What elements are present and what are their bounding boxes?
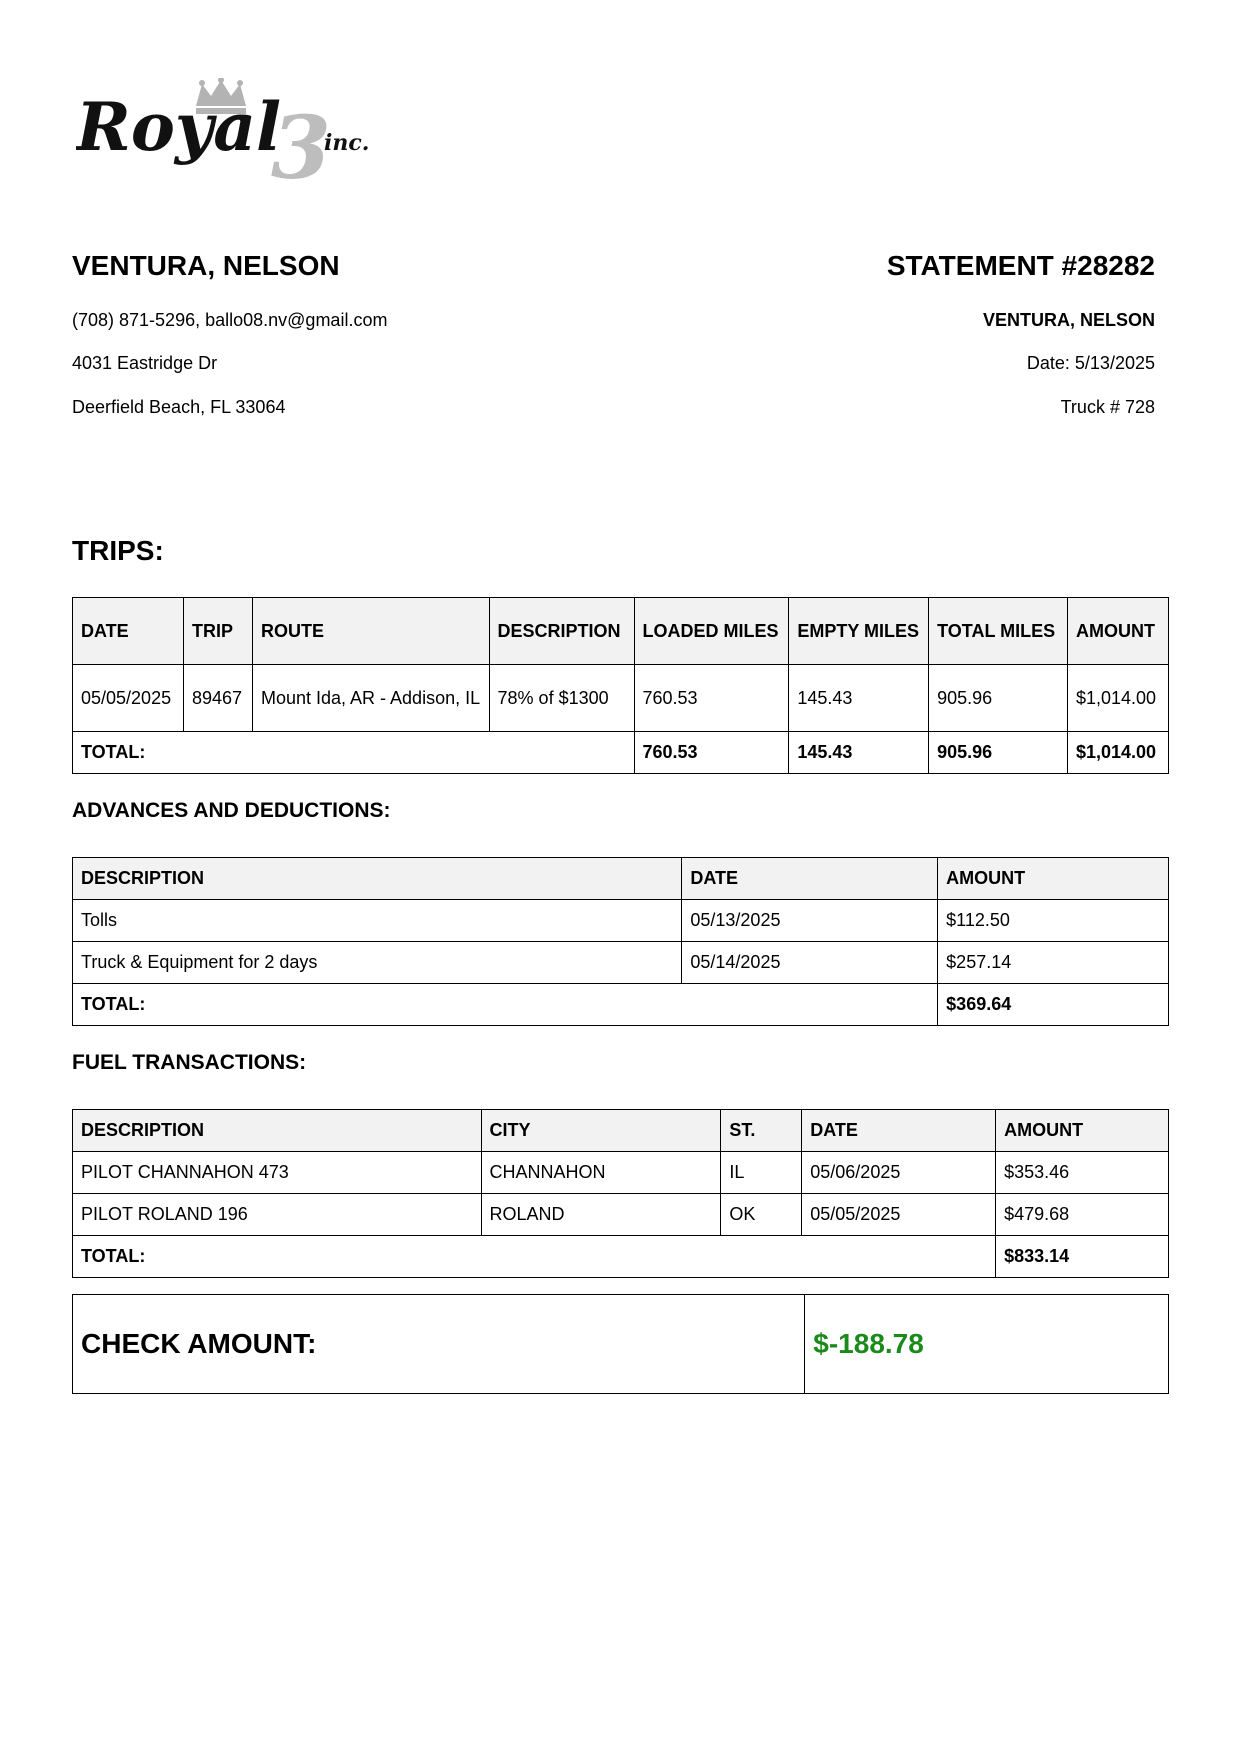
trip-empty-miles: 145.43 [789,665,929,732]
fuel-city: ROLAND [481,1194,721,1236]
deductions-heading: ADVANCES AND DEDUCTIONS: [72,799,391,822]
trips-heading: TRIPS: [72,535,164,566]
deductions-header-amount: AMOUNT [938,858,1169,900]
fuel-header-state: ST. [721,1110,802,1152]
trips-total-row [73,732,1169,774]
trips-header-trip: TRIP [183,598,252,665]
statement-truck: Truck # 728 [1060,397,1155,417]
trip-date: 05/05/2025 [73,665,184,732]
statement-name: VENTURA, NELSON [982,310,1155,330]
logo-suffix: inc. [324,130,370,156]
trip-route: Mount Ida, AR - Addison, IL [252,665,489,732]
trips-table [72,597,1169,774]
check-amount-value: $-188.78 [805,1295,1169,1394]
fuel-amount: $479.68 [996,1194,1169,1236]
fuel-state: IL [721,1152,802,1194]
fuel-header-description: DESCRIPTION [73,1110,482,1152]
trips-total-amount: $1,014.00 [1067,732,1168,774]
fuel-total-row [73,1236,1169,1278]
trip-loaded-miles: 760.53 [634,665,789,732]
table-row [73,900,1169,942]
company-logo [76,78,386,190]
trips-header-description: DESCRIPTION [489,598,634,665]
trips-total-miles: 905.96 [929,732,1068,774]
fuel-description: PILOT ROLAND 196 [73,1194,482,1236]
fuel-total-amount: $833.14 [996,1236,1169,1278]
deductions-total-row [73,984,1169,1026]
trips-total-empty: 145.43 [789,732,929,774]
logo-wordmark: Royal [76,88,282,166]
trips-total-loaded: 760.53 [634,732,789,774]
deductions-total-amount: $369.64 [938,984,1169,1026]
fuel-total-label: TOTAL: [73,1236,996,1278]
trip-number: 89467 [183,665,252,732]
deduction-description: Tolls [73,900,682,942]
trips-header-amount: AMOUNT [1067,598,1168,665]
deductions-table [72,857,1169,1026]
deduction-amount: $112.50 [938,900,1169,942]
driver-address-line1: 4031 Eastridge Dr [72,353,218,373]
table-row [73,1194,1169,1236]
trips-total-label: TOTAL: [73,732,635,774]
table-row [73,1152,1169,1194]
deductions-header-description: DESCRIPTION [73,858,682,900]
trip-total-miles: 905.96 [929,665,1068,732]
fuel-date: 05/05/2025 [802,1194,996,1236]
fuel-date: 05/06/2025 [802,1152,996,1194]
fuel-city: CHANNAHON [481,1152,721,1194]
deductions-total-label: TOTAL: [73,984,938,1026]
check-amount-box [72,1294,1169,1394]
fuel-description: PILOT CHANNAHON 473 [73,1152,482,1194]
check-amount-label: CHECK AMOUNT: [73,1295,805,1394]
fuel-table [72,1109,1169,1278]
deduction-amount: $257.14 [938,942,1169,984]
deduction-description: Truck & Equipment for 2 days [73,942,682,984]
table-row [73,942,1169,984]
fuel-header-amount: AMOUNT [996,1110,1169,1152]
fuel-header-city: CITY [481,1110,721,1152]
table-row [73,665,1169,732]
trips-header-loaded-miles: LOADED MILES [634,598,789,665]
trip-amount: $1,014.00 [1067,665,1168,732]
trip-description: 78% of $1300 [489,665,634,732]
statement-date: Date: 5/13/2025 [1026,353,1155,373]
fuel-amount: $353.46 [996,1152,1169,1194]
fuel-heading: FUEL TRANSACTIONS: [72,1051,307,1074]
trips-header-total-miles: TOTAL MILES [929,598,1068,665]
trips-header-route: ROUTE [252,598,489,665]
logo-numeral: 3 [271,98,331,190]
deduction-date: 05/13/2025 [682,900,938,942]
trips-header-date: DATE [73,598,184,665]
fuel-state: OK [721,1194,802,1236]
statement-title: STATEMENT #28282 [886,250,1155,281]
driver-contact: (708) 871-5296, ballo08.nv@gmail.com [72,310,388,330]
fuel-header-date: DATE [802,1110,996,1152]
driver-address-line2: Deerfield Beach, FL 33064 [72,397,286,417]
deductions-header-date: DATE [682,858,938,900]
trips-header-empty-miles: EMPTY MILES [789,598,929,665]
deduction-date: 05/14/2025 [682,942,938,984]
driver-name: VENTURA, NELSON [72,250,340,281]
